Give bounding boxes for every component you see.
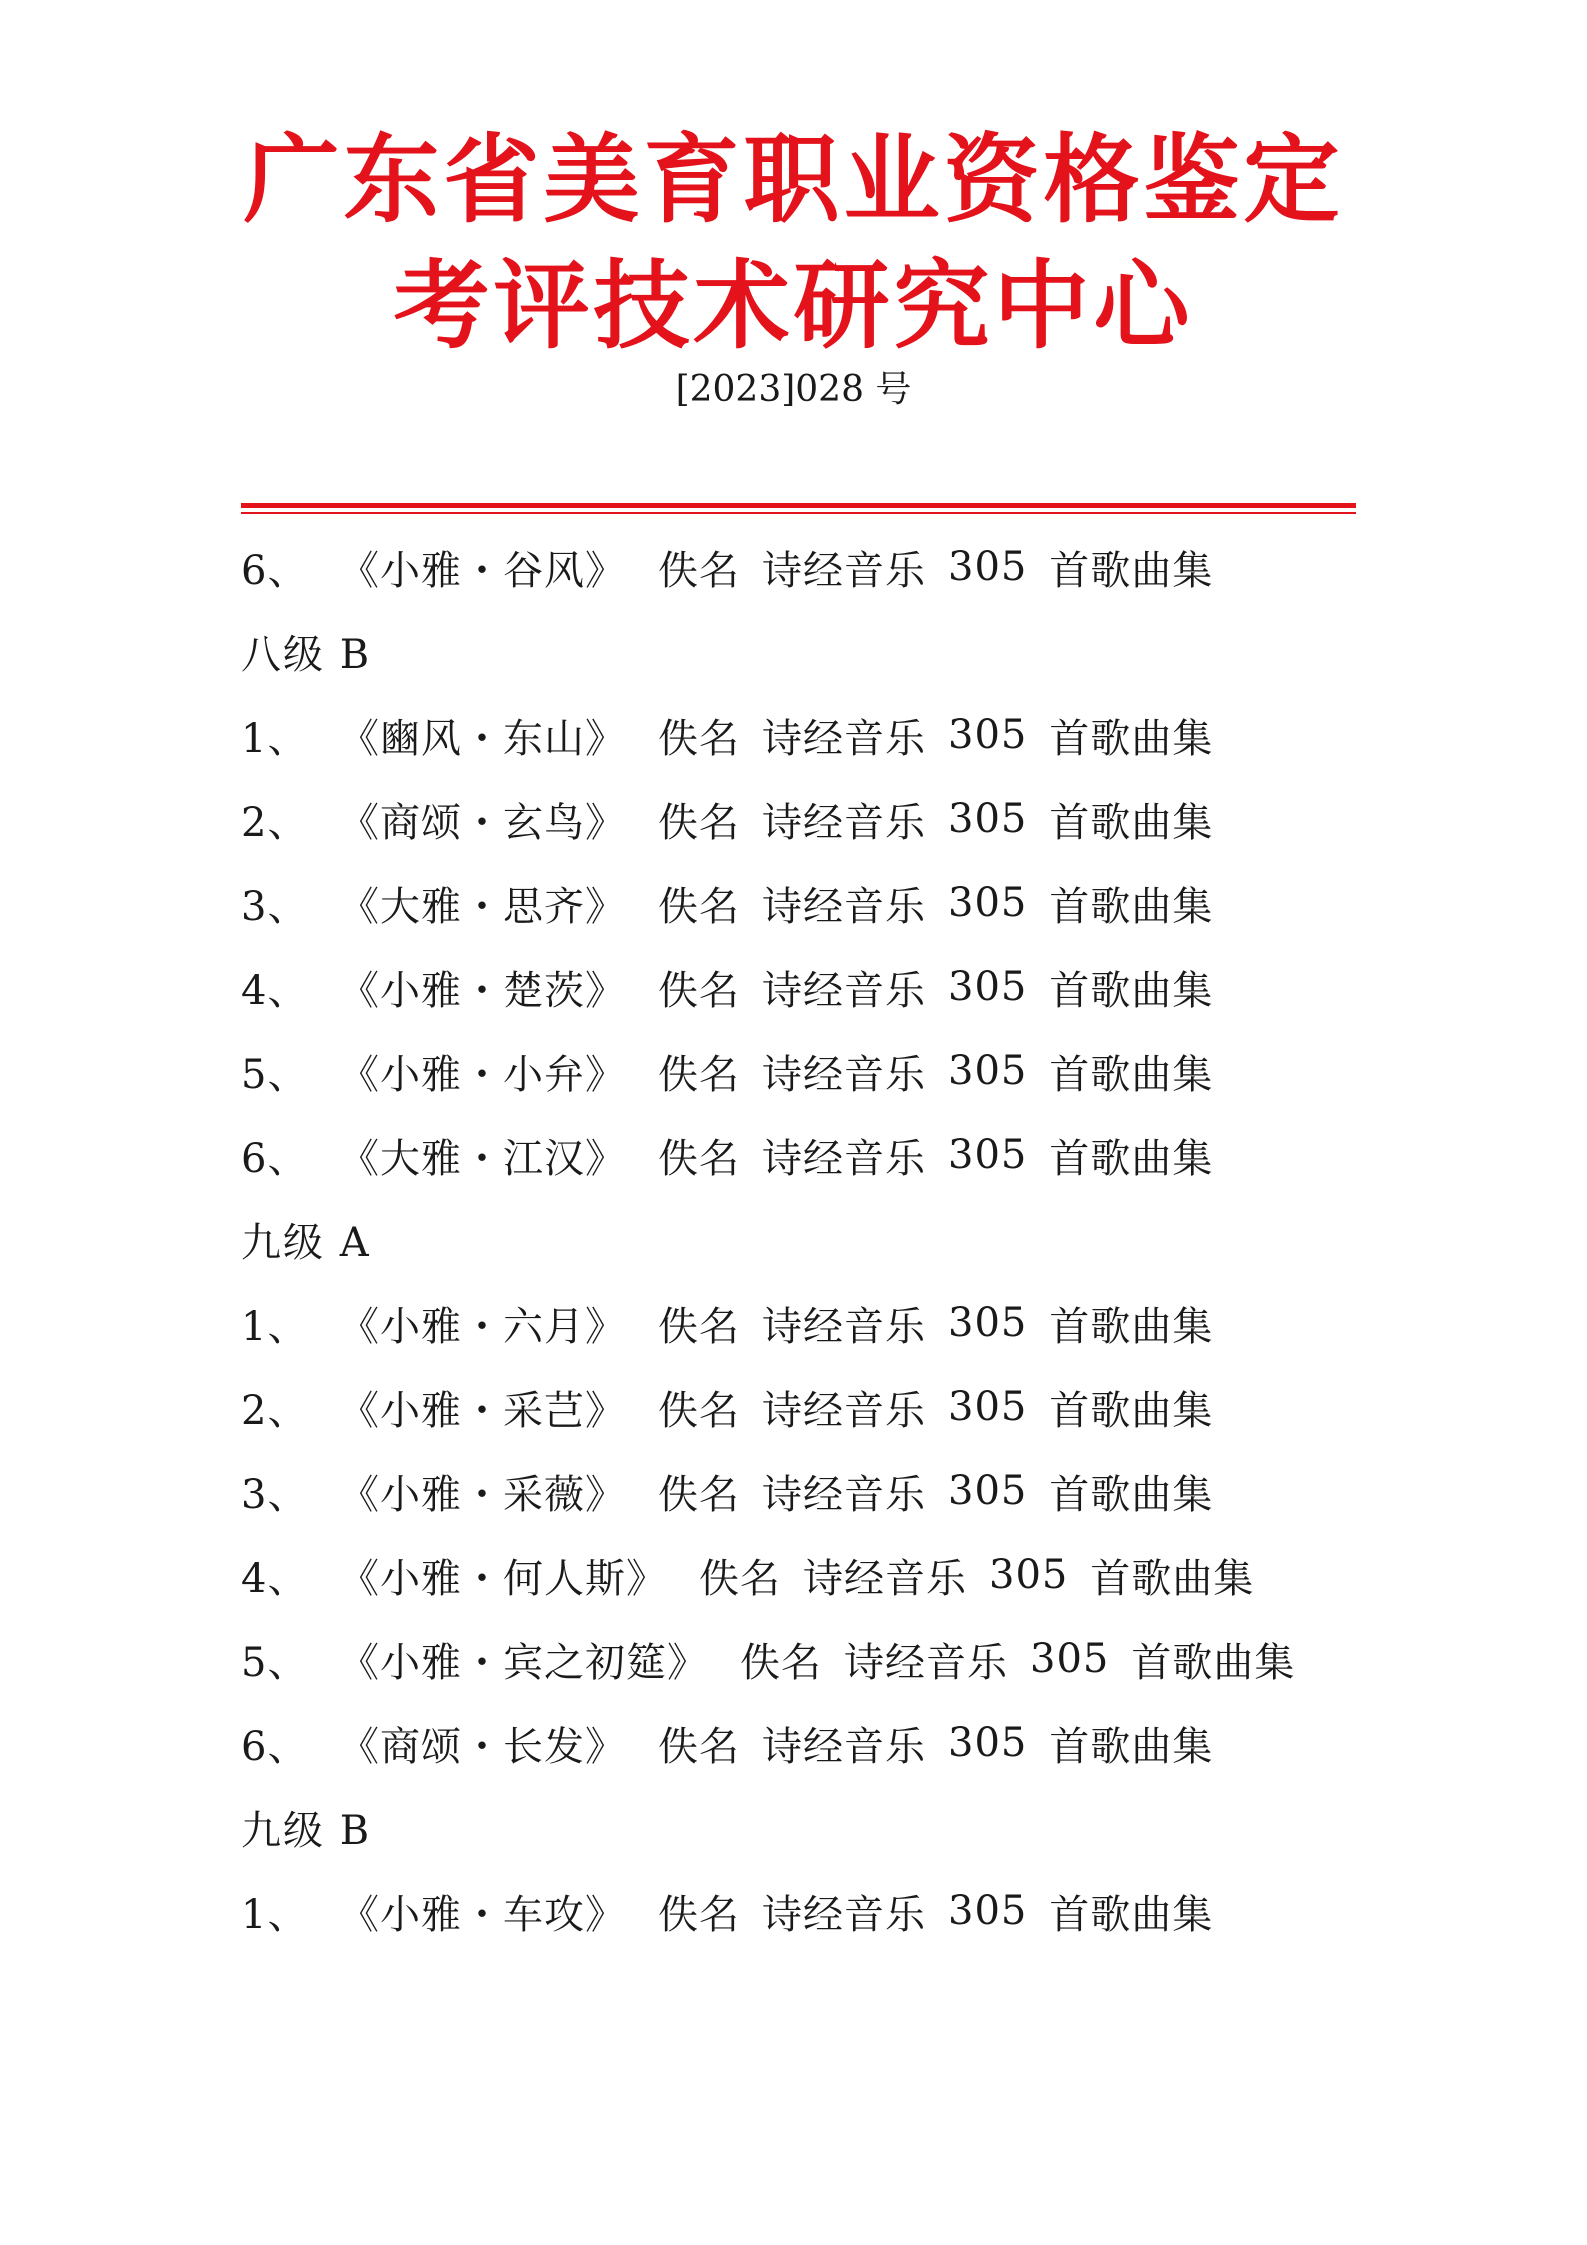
list-item — [241, 1869, 1356, 1953]
collection-unit: 首歌曲集 — [1049, 1387, 1214, 1434]
collection-unit: 首歌曲集 — [1049, 1723, 1214, 1770]
source-collection: 诗经音乐 — [762, 1387, 926, 1434]
source-collection: 诗经音乐 — [762, 1303, 926, 1350]
song-count: 305 — [948, 1300, 1028, 1346]
song-count: 305 — [948, 1132, 1028, 1178]
song-count: 305 — [948, 1384, 1028, 1430]
song-count: 305 — [948, 1468, 1028, 1514]
list-item — [241, 1533, 1356, 1617]
item-number: 2、 — [241, 799, 309, 846]
list-item — [241, 1281, 1356, 1365]
author: 佚名 — [658, 715, 740, 762]
work-title: 《小雅・采薇》 — [339, 1471, 626, 1518]
source-collection: 诗经音乐 — [762, 1723, 926, 1770]
source-collection: 诗经音乐 — [762, 547, 926, 594]
item-number: 3、 — [241, 1471, 309, 1518]
song-count: 305 — [948, 880, 1028, 926]
list-item — [241, 1113, 1356, 1197]
item-number: 5、 — [241, 1051, 309, 1098]
author: 佚名 — [658, 799, 740, 846]
author: 佚名 — [740, 1639, 822, 1686]
author: 佚名 — [658, 883, 740, 930]
list-item — [241, 1029, 1356, 1113]
collection-unit: 首歌曲集 — [1049, 799, 1214, 846]
grade-level-heading: 九级 B — [241, 1807, 372, 1854]
list-item — [241, 777, 1356, 861]
item-number: 6、 — [241, 1135, 309, 1182]
collection-unit: 首歌曲集 — [1049, 883, 1214, 930]
collection-unit: 首歌曲集 — [1049, 1471, 1214, 1518]
source-collection: 诗经音乐 — [844, 1639, 1008, 1686]
grade-level-heading: 九级 A — [241, 1219, 371, 1266]
song-count: 305 — [948, 1048, 1028, 1094]
source-collection: 诗经音乐 — [762, 1471, 926, 1518]
source-collection: 诗经音乐 — [803, 1555, 967, 1602]
list-item — [241, 945, 1356, 1029]
org-title-line-2: 考评技术研究中心 — [393, 250, 1194, 362]
list-item — [241, 1617, 1356, 1701]
work-title: 《小雅・谷风》 — [339, 547, 626, 594]
work-title: 《小雅・宾之初筵》 — [339, 1639, 708, 1686]
item-number: 4、 — [241, 1555, 309, 1602]
author: 佚名 — [699, 1555, 781, 1602]
grade-level-heading: 八级 B — [241, 631, 372, 678]
work-title: 《商颂・长发》 — [339, 1723, 626, 1770]
source-collection: 诗经音乐 — [762, 715, 926, 762]
song-count: 305 — [948, 712, 1028, 758]
work-title: 《小雅・采芑》 — [339, 1387, 626, 1434]
work-title: 《商颂・玄鸟》 — [339, 799, 626, 846]
author: 佚名 — [658, 1471, 740, 1518]
work-title: 《小雅・六月》 — [339, 1303, 626, 1350]
list-item — [241, 1449, 1356, 1533]
collection-unit: 首歌曲集 — [1049, 1051, 1214, 1098]
author: 佚名 — [658, 547, 740, 594]
song-count: 305 — [948, 1888, 1028, 1934]
author: 佚名 — [658, 1051, 740, 1098]
collection-unit: 首歌曲集 — [1049, 547, 1214, 594]
work-title: 《小雅・小弁》 — [339, 1051, 626, 1098]
collection-unit: 首歌曲集 — [1049, 1891, 1214, 1938]
item-number: 3、 — [241, 883, 309, 930]
list-item — [241, 693, 1356, 777]
song-count: 305 — [989, 1552, 1069, 1598]
list-item — [241, 1365, 1356, 1449]
repertoire-list — [241, 525, 1356, 1953]
item-number: 2、 — [241, 1387, 309, 1434]
author: 佚名 — [658, 1303, 740, 1350]
list-item — [241, 861, 1356, 945]
source-collection: 诗经音乐 — [762, 799, 926, 846]
source-collection: 诗经音乐 — [762, 883, 926, 930]
item-number: 5、 — [241, 1639, 309, 1686]
work-title: 《小雅・楚茨》 — [339, 967, 626, 1014]
author: 佚名 — [658, 1891, 740, 1938]
list-item — [241, 525, 1356, 609]
author: 佚名 — [658, 1387, 740, 1434]
work-title: 《大雅・江汉》 — [339, 1135, 626, 1182]
song-count: 305 — [948, 796, 1028, 842]
item-number: 6、 — [241, 1723, 309, 1770]
work-title: 《小雅・车攻》 — [339, 1891, 626, 1938]
song-count: 305 — [948, 964, 1028, 1010]
collection-unit: 首歌曲集 — [1131, 1639, 1296, 1686]
org-title-line-1: 广东省美育职业资格鉴定 — [243, 124, 1344, 236]
work-title: 《豳风・东山》 — [339, 715, 626, 762]
header-divider-thin — [241, 512, 1356, 514]
item-number: 1、 — [241, 1891, 309, 1938]
work-title: 《大雅・思齐》 — [339, 883, 626, 930]
item-number: 1、 — [241, 715, 309, 762]
song-count: 305 — [948, 1720, 1028, 1766]
author: 佚名 — [658, 1723, 740, 1770]
header-divider-thick — [241, 503, 1356, 508]
document-number: [2023]028 号 — [675, 369, 912, 410]
collection-unit: 首歌曲集 — [1049, 1303, 1214, 1350]
collection-unit: 首歌曲集 — [1049, 1135, 1214, 1182]
source-collection: 诗经音乐 — [762, 1891, 926, 1938]
source-collection: 诗经音乐 — [762, 967, 926, 1014]
collection-unit: 首歌曲集 — [1049, 715, 1214, 762]
item-number: 6、 — [241, 547, 309, 594]
collection-unit: 首歌曲集 — [1049, 967, 1214, 1014]
list-item — [241, 1701, 1356, 1785]
song-count: 305 — [1030, 1636, 1110, 1682]
work-title: 《小雅・何人斯》 — [339, 1555, 667, 1602]
author: 佚名 — [658, 967, 740, 1014]
author: 佚名 — [658, 1135, 740, 1182]
item-number: 4、 — [241, 967, 309, 1014]
source-collection: 诗经音乐 — [762, 1135, 926, 1182]
collection-unit: 首歌曲集 — [1090, 1555, 1255, 1602]
source-collection: 诗经音乐 — [762, 1051, 926, 1098]
item-number: 1、 — [241, 1303, 309, 1350]
song-count: 305 — [948, 544, 1028, 590]
